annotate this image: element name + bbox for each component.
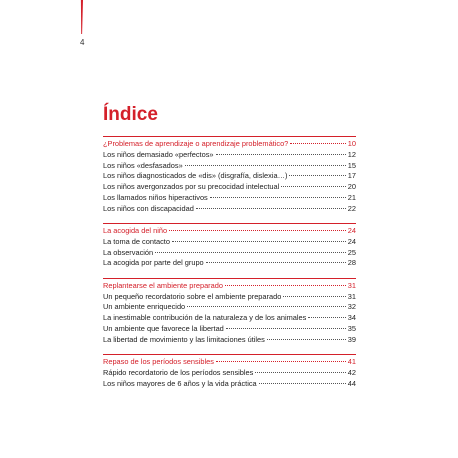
toc-entry[interactable] — [103, 379, 356, 390]
dot-leader — [185, 165, 346, 166]
entry-page-number: 32 — [347, 302, 356, 312]
index-title: Índice — [103, 104, 158, 125]
entry-page-number: 12 — [347, 149, 356, 159]
toc-entry[interactable] — [103, 171, 356, 182]
entry-page-number: 24 — [347, 226, 356, 236]
dot-leader — [308, 317, 345, 318]
entry-page-number: 25 — [347, 247, 356, 257]
entry-label: Los llamados niños hiperactivos — [103, 192, 208, 202]
toc-entry[interactable] — [103, 150, 356, 161]
dot-leader — [172, 241, 346, 242]
entry-label: Un ambiente enriquecido — [103, 302, 186, 312]
section-heading[interactable] — [103, 226, 356, 237]
section-rule — [103, 136, 356, 137]
entry-label: Los niños demasiado «perfectos» — [103, 149, 214, 159]
table-of-contents — [103, 136, 356, 398]
entry-label: La inestimable contribución de la naturaleza y de los animales — [103, 313, 307, 323]
toc-entry[interactable] — [103, 161, 356, 172]
entry-page-number: 24 — [347, 236, 356, 246]
toc-entry[interactable] — [103, 193, 356, 204]
dot-leader — [196, 208, 346, 209]
entry-page-number: 15 — [347, 160, 356, 170]
entry-label: La libertad de movimiento y las limitaciones útiles — [103, 334, 265, 344]
toc-section — [103, 278, 356, 346]
entry-page-number: 39 — [347, 334, 356, 344]
dot-leader — [210, 197, 346, 198]
dot-leader — [155, 252, 346, 253]
entry-label: La observación — [103, 247, 154, 257]
entry-page-number: 42 — [347, 367, 356, 377]
entry-page-number: 35 — [347, 323, 356, 333]
entry-page-number: 31 — [347, 280, 356, 290]
toc-entry[interactable] — [103, 368, 356, 379]
dot-leader — [226, 328, 346, 329]
entry-page-number: 34 — [347, 313, 356, 323]
toc-entry[interactable] — [103, 237, 356, 248]
dot-leader — [225, 285, 346, 286]
entry-label: La acogida por parte del grupo — [103, 258, 204, 268]
section-rule — [103, 354, 356, 355]
toc-entry[interactable] — [103, 292, 356, 303]
dot-leader — [206, 262, 346, 263]
dot-leader — [281, 186, 346, 187]
section-rule — [103, 278, 356, 279]
toc-entry[interactable] — [103, 302, 356, 313]
toc-entry[interactable] — [103, 258, 356, 269]
entry-label: Repaso de los períodos sensibles — [103, 357, 214, 367]
entry-page-number: 28 — [347, 258, 356, 268]
dot-leader — [187, 306, 346, 307]
entry-page-number: 44 — [347, 378, 356, 388]
toc-entry[interactable] — [103, 335, 356, 346]
toc-entry[interactable] — [103, 248, 356, 259]
section-heading[interactable] — [103, 281, 356, 292]
toc-section — [103, 223, 356, 269]
entry-label: La toma de contacto — [103, 236, 170, 246]
section-heading[interactable] — [103, 357, 356, 368]
dot-leader — [216, 361, 346, 362]
page-number: 4 — [80, 38, 85, 47]
entry-label: Un ambiente que favorece la libertad — [103, 323, 224, 333]
entry-page-number: 21 — [347, 192, 356, 202]
entry-label: La acogida del niño — [103, 226, 168, 236]
entry-label: ¿Problemas de aprendizaje o aprendizaje problemático? — [103, 139, 289, 148]
entry-label: Replantearse el ambiente preparado — [103, 280, 223, 290]
page-edge-mark — [80, 0, 83, 34]
entry-label: Un pequeño recordatorio sobre el ambiente preparado — [103, 291, 282, 301]
entry-page-number: 41 — [347, 357, 356, 367]
toc-entry[interactable] — [103, 204, 356, 215]
entry-label: Los niños avergonzados por su precocidad intelectual — [103, 182, 280, 192]
dot-leader — [283, 296, 345, 297]
dot-leader — [169, 230, 346, 231]
entry-page-number: 22 — [347, 203, 356, 213]
dot-leader — [259, 383, 346, 384]
entry-label: Los niños con discapacidad — [103, 203, 194, 213]
entry-label: Rápido recordatorio de los períodos sensibles — [103, 367, 254, 377]
entry-label: Los niños «desfasados» — [103, 160, 183, 170]
dot-leader — [267, 339, 346, 340]
toc-section — [103, 354, 356, 389]
dot-leader — [290, 143, 345, 144]
toc-section — [103, 136, 356, 215]
entry-page-number: 17 — [347, 171, 356, 181]
section-heading[interactable] — [103, 139, 356, 150]
entry-page-number: 20 — [347, 182, 356, 192]
toc-entry[interactable] — [103, 313, 356, 324]
dot-leader — [255, 372, 345, 373]
toc-entry[interactable] — [103, 182, 356, 193]
entry-page-number: 31 — [347, 291, 356, 301]
dot-leader — [216, 154, 346, 155]
entry-label: Los niños diagnosticados de «dis» (disgrafía, dislexia…) — [103, 171, 288, 181]
dot-leader — [289, 175, 345, 176]
toc-entry[interactable] — [103, 324, 356, 335]
section-rule — [103, 223, 356, 224]
entry-label: Los niños mayores de 6 años y la vida práctica — [103, 378, 257, 388]
entry-page-number: 10 — [347, 139, 356, 148]
